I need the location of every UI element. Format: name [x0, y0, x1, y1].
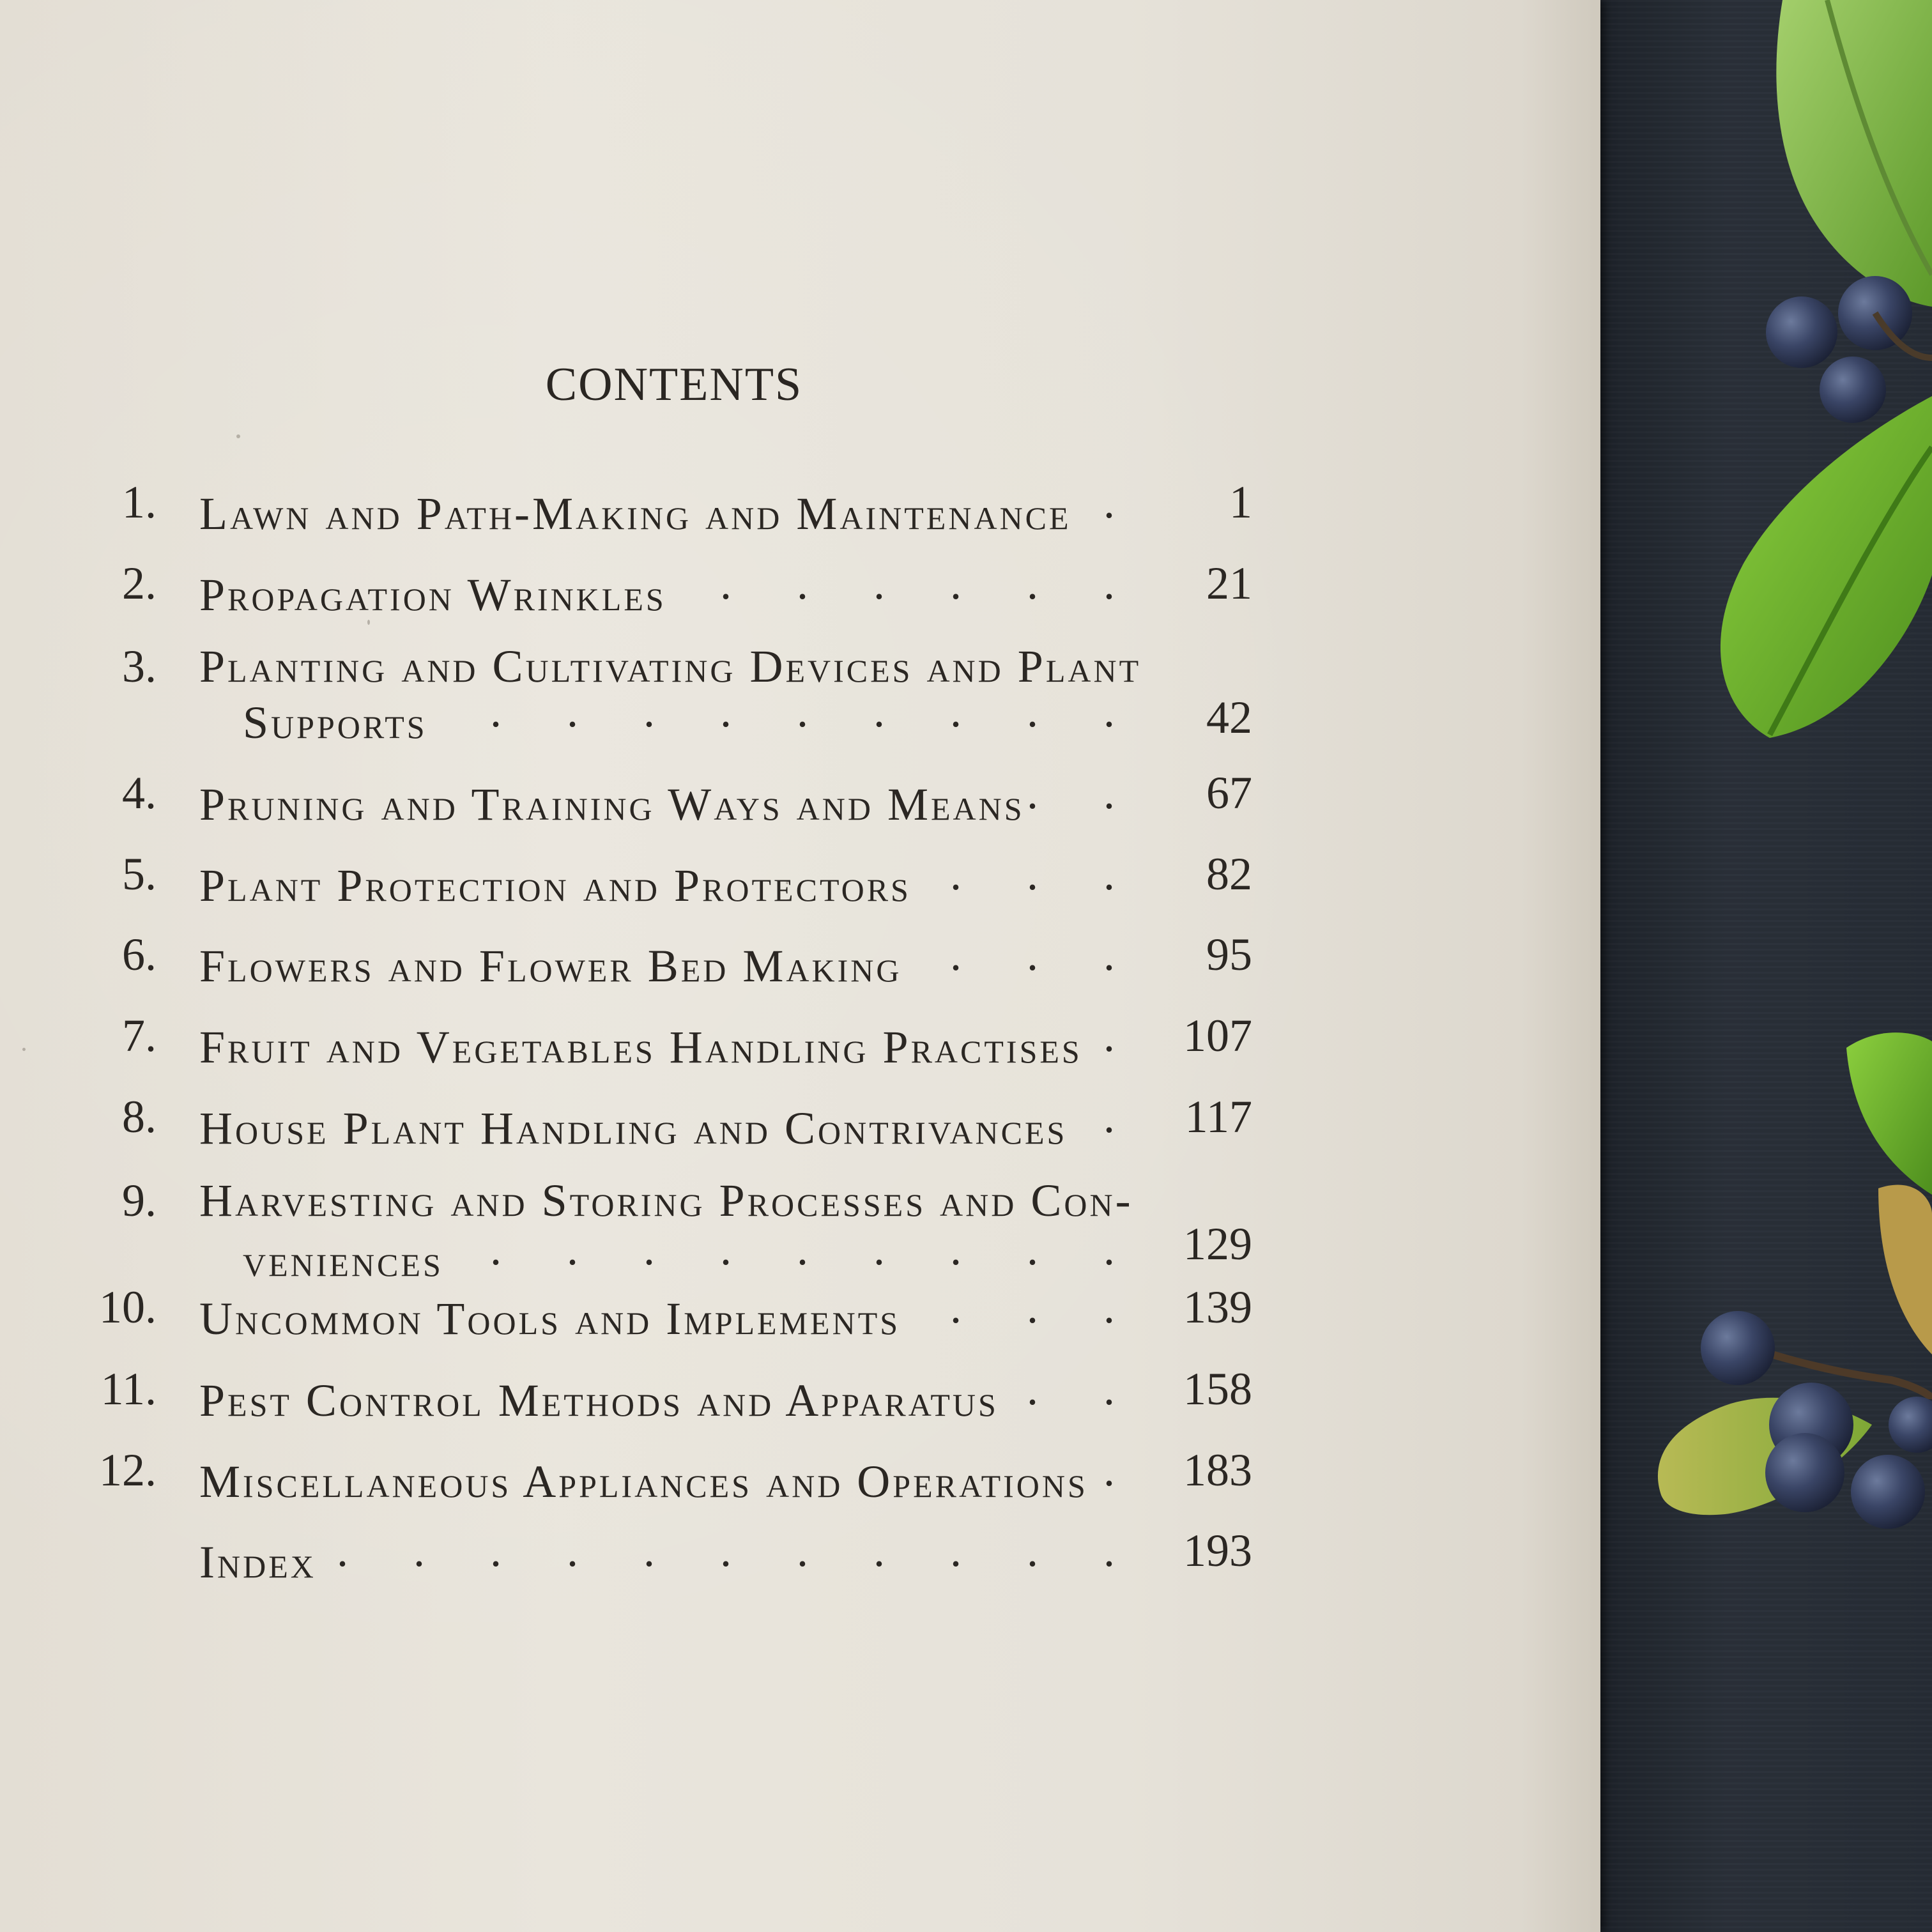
- toc-entry-1: [0, 476, 1252, 540]
- toc-entry-12: [0, 1444, 1252, 1508]
- page-number: 117: [1184, 1091, 1252, 1142]
- chapter-number: 2.: [122, 558, 157, 609]
- chapter-number: 7.: [122, 1010, 157, 1061]
- leader-dots: [427, 685, 1148, 738]
- chapter-number: 12.: [99, 1445, 157, 1496]
- chapter-number: 10.: [99, 1282, 157, 1333]
- toc-entry-8: [0, 1091, 1252, 1154]
- leader-dots: [1082, 1009, 1148, 1062]
- page-number: 107: [1183, 1010, 1252, 1061]
- chapter-title: Harvesting and Storing Processes and Con-: [199, 1175, 1133, 1226]
- page-number: 139: [1183, 1282, 1252, 1333]
- page-number: 183: [1183, 1445, 1252, 1496]
- chapter-number: 6.: [122, 929, 157, 980]
- toc-entry-5: [0, 848, 1252, 912]
- chapter-title-continued: veniences: [243, 1235, 443, 1286]
- page-number: 129: [1183, 1218, 1252, 1269]
- page-number: 67: [1206, 767, 1252, 818]
- page-number: 95: [1206, 929, 1252, 980]
- leader-dots: [911, 848, 1148, 901]
- toc-entry-7: [0, 1009, 1252, 1073]
- paper-speck: [236, 434, 240, 438]
- chapter-title: Pest Control Methods and Apparatus: [199, 1375, 999, 1426]
- chapter-title-continued: Supports: [243, 697, 427, 748]
- chapter-title: Flowers and Flower Bed Making: [199, 940, 902, 992]
- chapter-title: Pruning and Training Ways and Means: [199, 779, 1025, 830]
- chapter-number: 3.: [122, 641, 157, 692]
- chapter-number: 9.: [122, 1175, 157, 1226]
- leader-dots: [316, 1524, 1148, 1577]
- page-number: 21: [1206, 558, 1252, 609]
- leader-dots: [666, 557, 1148, 610]
- toc-entry-index: [0, 1524, 1252, 1588]
- contents-heading: CONTENTS: [545, 358, 803, 411]
- toc-entry-2: [0, 557, 1252, 621]
- leader-dots: [901, 928, 1148, 981]
- page-number: 42: [1206, 692, 1252, 743]
- chapter-number: 5.: [122, 848, 157, 900]
- page-number: 82: [1206, 848, 1252, 900]
- page-number: 193: [1183, 1525, 1252, 1576]
- leader-dots: [443, 1223, 1148, 1276]
- chapter-title: Plant Protection and Protectors: [199, 860, 911, 911]
- leader-dots: [900, 1281, 1148, 1334]
- toc-entry-6: [0, 928, 1252, 992]
- chapter-title: Miscellaneous Appliances and Operations: [199, 1456, 1088, 1507]
- chapter-title: House Plant Handling and Contrivances: [199, 1103, 1068, 1154]
- page-number: 158: [1183, 1363, 1252, 1414]
- chapter-number: 8.: [122, 1091, 157, 1142]
- leader-dots: [1088, 1444, 1148, 1497]
- toc-entry-4: [0, 767, 1252, 831]
- chapter-title: Fruit and Vegetables Handling Practises: [199, 1022, 1082, 1073]
- toc-entry-3: [0, 640, 1252, 768]
- leader-dots: [1067, 1091, 1148, 1144]
- chapter-title: Lawn and Path-Making and Maintenance: [199, 488, 1071, 539]
- chapter-title: Uncommon Tools and Implements: [199, 1293, 901, 1344]
- chapter-number: 4.: [122, 767, 157, 818]
- toc-entry-10: [0, 1281, 1252, 1345]
- toc-entry-11: [0, 1363, 1252, 1427]
- chapter-title: Propagation Wrinkles: [199, 569, 666, 620]
- chapter-title: Index: [199, 1537, 316, 1588]
- leader-dots: [999, 1363, 1148, 1416]
- page-number: 1: [1229, 477, 1252, 528]
- chapter-number: 11.: [100, 1363, 157, 1414]
- chapter-number: 1.: [122, 477, 157, 528]
- chapter-title: Planting and Cultivating Devices and Plant: [199, 641, 1142, 692]
- leader-dots: [1025, 767, 1148, 820]
- dark-table-surface: [1591, 0, 1932, 1932]
- leader-dots: [1071, 476, 1148, 529]
